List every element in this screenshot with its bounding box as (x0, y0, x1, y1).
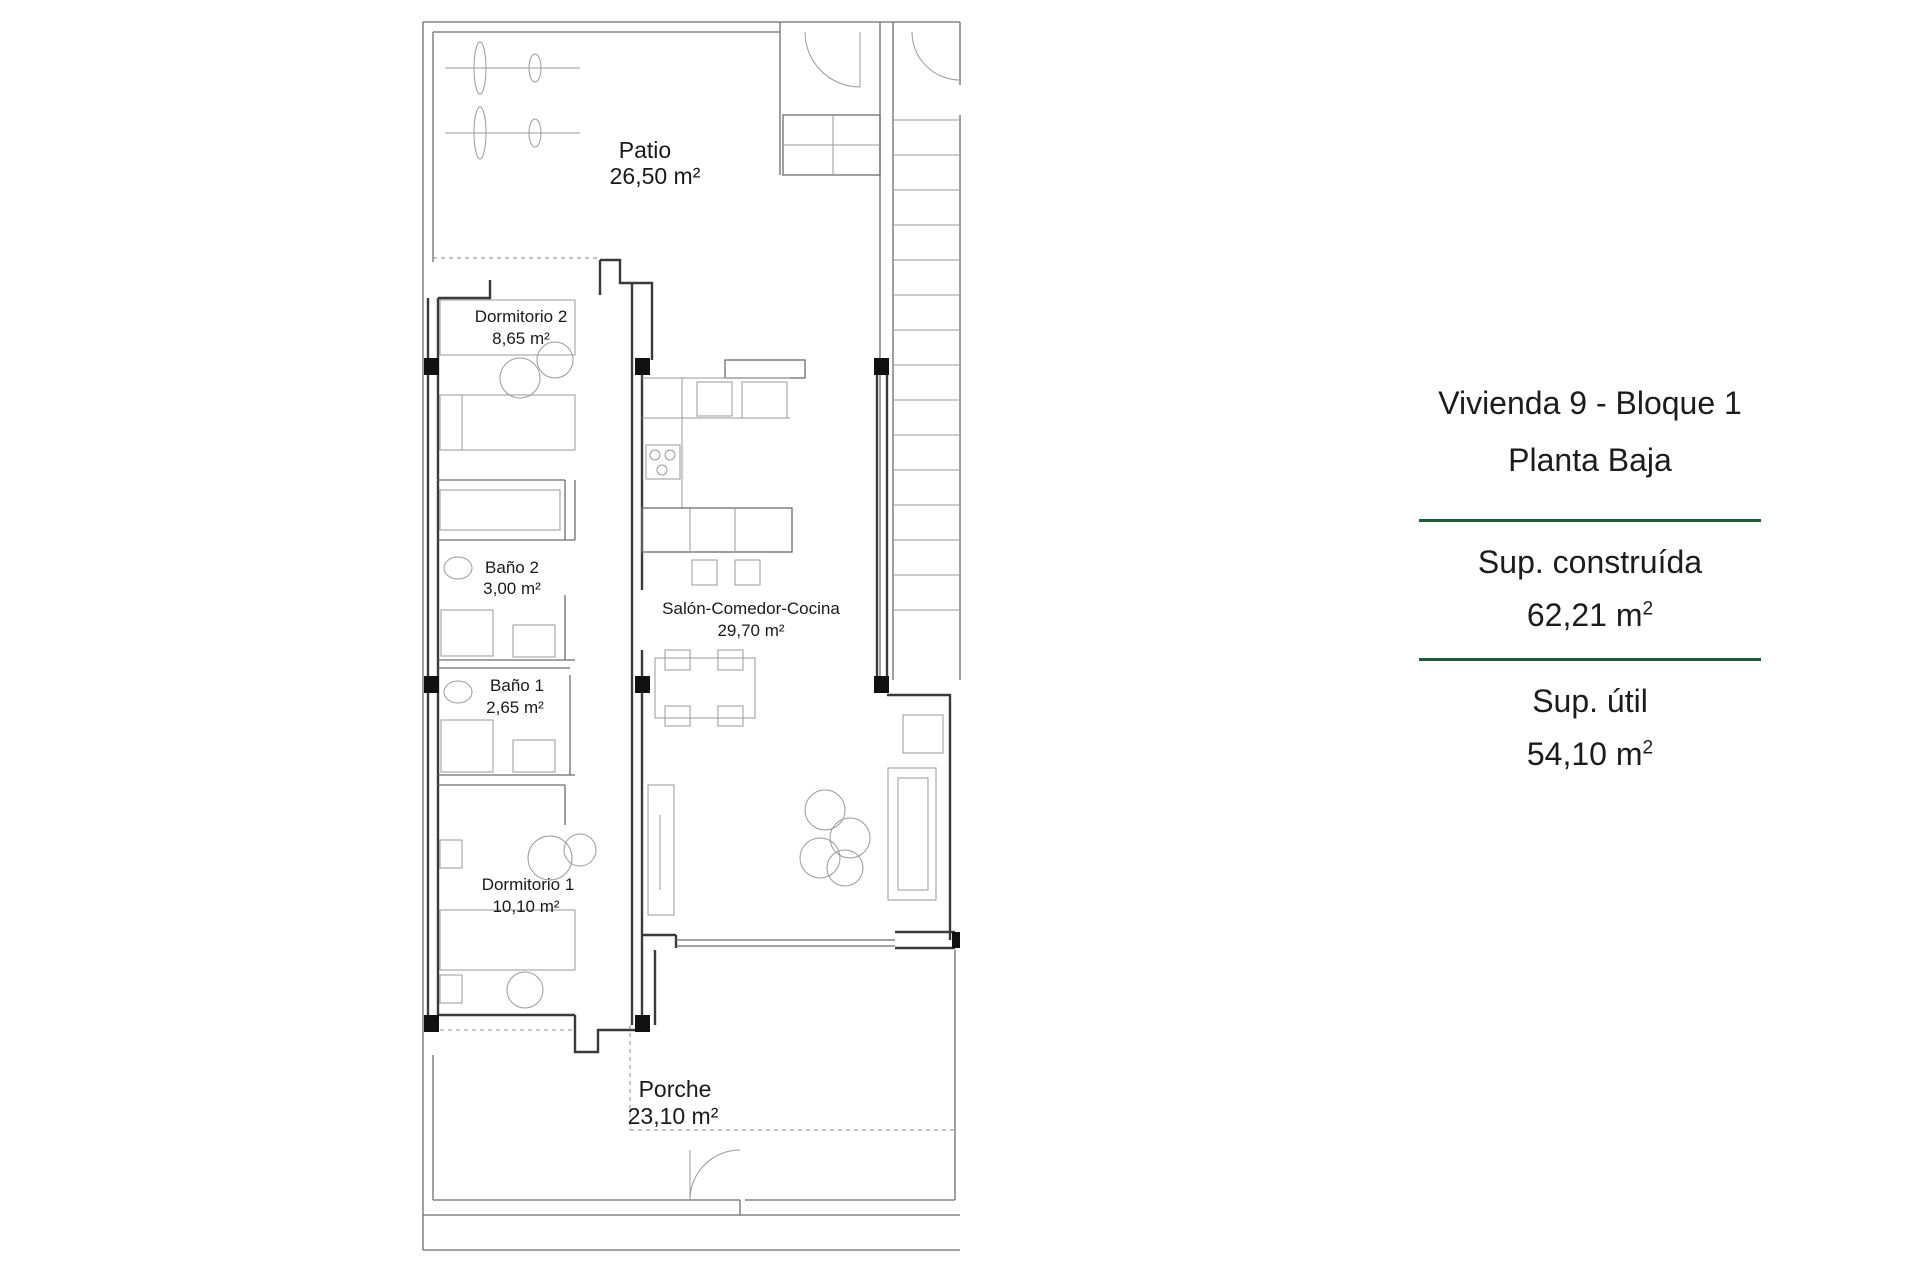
dormitorio1-name: Dormitorio 1 (481, 875, 575, 894)
dormitorio2-name: Dormitorio 2 (474, 307, 568, 326)
built-area-number: 62,21 m (1526, 597, 1643, 633)
built-area-label: Sup. construída (1477, 544, 1703, 580)
porche-area: 23,10 m² (627, 1103, 719, 1129)
dormitorio1-area: 10,10 m² (492, 897, 560, 916)
built-area-value (1370, 597, 1810, 634)
bano2-area: 3,00 m² (483, 579, 541, 598)
porche-name: Porche (638, 1076, 712, 1102)
dining-table (655, 650, 755, 726)
useful-area-label: Sup. útil (1532, 683, 1648, 719)
patio-area: 26,50 m² (609, 163, 701, 189)
bicycles-icon (445, 42, 580, 159)
salon-name: Salón-Comedor-Cocina (662, 599, 840, 618)
useful-area-value (1370, 736, 1810, 773)
unit-exponent: 2 (1642, 737, 1654, 759)
dwelling-title: Vivienda 9 - Bloque 1 (1438, 385, 1742, 421)
bedroom1-furniture (440, 834, 596, 1008)
info-panel (1370, 385, 1810, 773)
salon-area: 29,70 m² (717, 621, 785, 640)
dormitorio2-area: 8,65 m² (492, 329, 550, 348)
bano1-area: 2,65 m² (486, 698, 544, 717)
stairs (783, 115, 960, 610)
bano2-name: Baño 2 (485, 558, 539, 577)
kitchen-fixtures (642, 360, 805, 585)
separator-line (1419, 519, 1761, 522)
unit-exponent: 2 (1642, 598, 1654, 620)
useful-area-number: 54,10 m (1526, 736, 1643, 772)
separator-line (1419, 658, 1761, 661)
living-furniture (648, 715, 943, 915)
floor-name: Planta Baja (1508, 442, 1672, 478)
patio-name: Patio (618, 137, 672, 163)
bano1-name: Baño 1 (490, 676, 544, 695)
plot-boundary (423, 22, 960, 1250)
gate-swing (805, 32, 960, 87)
